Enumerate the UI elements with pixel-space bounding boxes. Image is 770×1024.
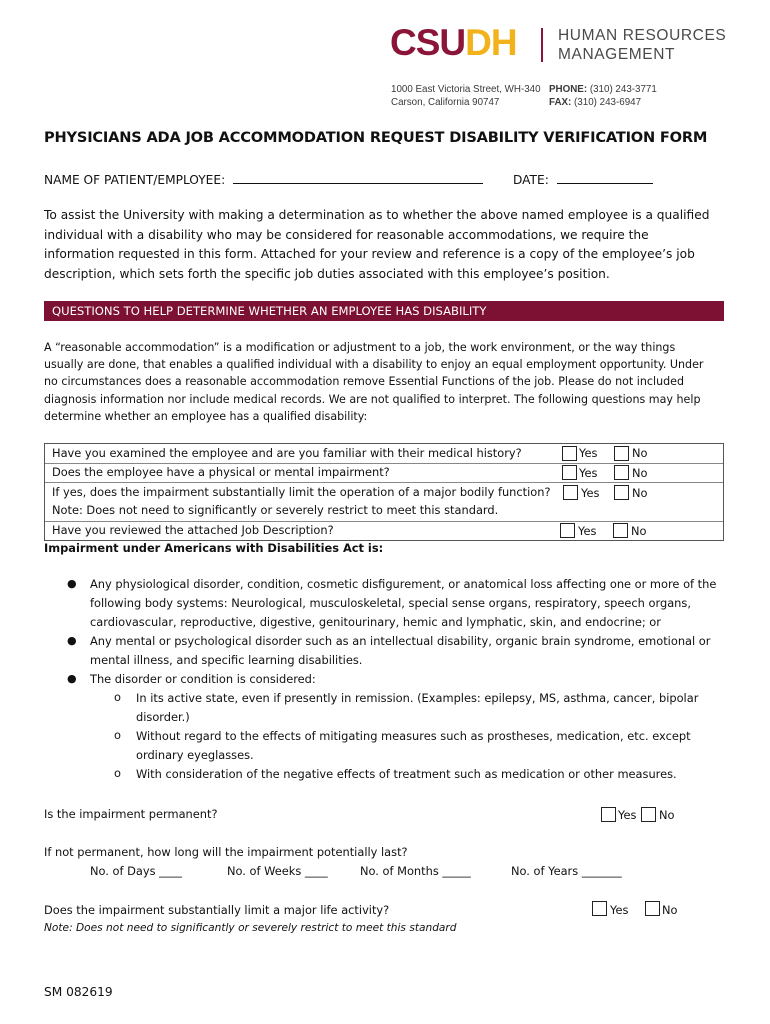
no-label: No [632, 466, 648, 480]
fax-value: (310) 243-6947 [571, 97, 642, 108]
bullet-line: following body systems: Neurological, musculoskeletal, special sense organs, respiratory, speech organs, [90, 596, 691, 610]
logo-text-dh: DH [465, 22, 517, 63]
bullet-line: The disorder or condition is considered: [90, 672, 316, 686]
dept-name-line2: MANAGEMENT [558, 46, 676, 63]
form-title: PHYSICIANS ADA JOB ACCOMMODATION REQUEST DISABILITY VERIFICATION FORM [44, 129, 708, 146]
bullet-line: Any mental or psychological disorder such as an intellectual disability, organic brain syndrome, emotional or [90, 634, 711, 648]
form-code: SM 082619 [44, 985, 113, 999]
ada-heading: Impairment under Americans with Disabilities Act is: [44, 541, 384, 555]
no-label: No [659, 808, 675, 822]
phone-value: (310) 243-3771 [587, 84, 657, 95]
yes-label: Yes [578, 524, 597, 538]
intro-line: information requested in this form. Attached for your review and reference is a copy of the employee’s job [44, 247, 695, 261]
permanent-question: Is the impairment permanent? [44, 807, 218, 821]
intro-line: To assist the University with making a determination as to whether the above named employee is a qualified [44, 208, 710, 222]
no-label: No [632, 486, 648, 500]
date-label: DATE: [513, 173, 549, 187]
logo-text-csu: CSU [390, 22, 466, 63]
bullet-icon: ● [67, 634, 77, 647]
sub-bullet-line: With consideration of the negative effects of treatment such as medication or other measures. [136, 767, 677, 781]
fax-label: FAX: [549, 97, 572, 108]
no-checkbox[interactable] [614, 465, 629, 480]
no-label: No [631, 524, 647, 538]
question-examined: Have you examined the employee and are you familiar with their medical history? [52, 446, 522, 460]
ra-line: diagnosis information nor include medical records. We are not qualified to interpret. The following questions may help [44, 392, 701, 406]
no-checkbox[interactable] [645, 901, 660, 916]
phone-line [549, 83, 657, 96]
name-field[interactable] [233, 170, 483, 184]
bullet-icon: ● [67, 672, 77, 685]
duration-months-field[interactable]: No. of Months _____ [360, 864, 471, 878]
duration-question: If not permanent, how long will the impairment potentially last? [44, 845, 408, 859]
question-note: Note: Does not need to significantly or severely restrict to meet this standard. [52, 503, 499, 517]
question-job-description: Have you reviewed the attached Job Description? [52, 523, 334, 537]
bullet-icon: ● [67, 577, 77, 590]
yes-label: Yes [579, 446, 598, 460]
yes-checkbox[interactable] [562, 446, 577, 461]
yes-checkbox[interactable] [563, 485, 578, 500]
name-label: NAME OF PATIENT/EMPLOYEE: [44, 173, 226, 187]
bullet-line: mental illness, and specific learning disabilities. [90, 653, 363, 667]
ra-line: determine whether an employee has a qualified disability: [44, 409, 368, 423]
date-field[interactable] [557, 170, 653, 184]
sub-bullet-icon: o [114, 690, 121, 704]
no-label: No [632, 446, 648, 460]
fax-line [549, 96, 641, 109]
sub-bullet-line: ordinary eyeglasses. [136, 748, 254, 762]
question-substantial-limit: If yes, does the impairment substantially limit the operation of a major bodily function? [52, 485, 551, 499]
intro-line: description, which sets forth the specific job duties associated with this employee’s position. [44, 266, 610, 281]
yes-label: Yes [581, 486, 600, 500]
yes-label: Yes [610, 903, 629, 917]
question-impairment: Does the employee have a physical or mental impairment? [52, 465, 390, 479]
no-checkbox[interactable] [614, 485, 629, 500]
duration-years-field[interactable]: No. of Years _______ [511, 864, 622, 878]
no-checkbox[interactable] [613, 523, 628, 538]
no-label: No [662, 903, 678, 917]
ra-line: usually are done, that enables a qualified individual with a disability to enjoy an equal employment opportunity. Under [44, 358, 704, 372]
duration-weeks-field[interactable]: No. of Weeks ____ [227, 864, 328, 878]
life-activity-note: Note: Does not need to significantly or severely restrict to meet this standard [44, 922, 457, 934]
section-banner [44, 301, 724, 321]
ra-line: A “reasonable accommodation” is a modification or adjustment to a job, the work environment, or the way things [44, 341, 676, 354]
life-activity-question: Does the impairment substantially limit a major life activity? [44, 903, 390, 917]
bullet-line: Any physiological disorder, condition, cosmetic disfigurement, or anatomical loss affecting one or more of the [90, 577, 717, 591]
csudh-logo [390, 22, 517, 64]
name-row [44, 170, 483, 191]
yes-checkbox[interactable] [592, 901, 607, 916]
sub-bullet-icon: o [114, 766, 121, 780]
sub-bullet-icon: o [114, 728, 121, 742]
phone-label: PHONE: [549, 84, 588, 95]
yes-checkbox[interactable] [601, 807, 616, 822]
logo-divider [541, 28, 543, 62]
no-checkbox[interactable] [614, 446, 629, 461]
duration-days-field[interactable]: No. of Days ____ [90, 864, 182, 878]
sub-bullet-line: Without regard to the effects of mitigating measures such as prostheses, medication, etc. except [136, 729, 691, 743]
address-line1: 1000 East Victoria Street, WH-340 [391, 84, 541, 95]
yes-checkbox[interactable] [560, 523, 575, 538]
bullet-line: cardiovascular, reproductive, digestive, genitourinary, hemic and lymphatic, skin, and endocrine; or [90, 615, 661, 629]
yes-label: Yes [579, 466, 598, 480]
sub-bullet-line: In its active state, even if presently in remission. (Examples: epilepsy, MS, asthma, cancer, bipolar [136, 691, 699, 705]
sub-bullet-line: disorder.) [136, 710, 190, 724]
row-divider [45, 482, 723, 483]
yes-checkbox[interactable] [562, 465, 577, 480]
date-row [513, 170, 653, 191]
address-line2: Carson, California 90747 [391, 97, 500, 108]
ra-line: no circumstances does a reasonable accommodation remove Essential Functions of the job. Please do not included [44, 375, 685, 389]
no-checkbox[interactable] [641, 807, 656, 822]
intro-line: individual with a disability who may be considered for reasonable accommodations, we require the [44, 227, 649, 242]
section-banner-text: QUESTIONS TO HELP DETERMINE WHETHER AN EMPLOYEE HAS DISABILITY [52, 304, 487, 318]
yes-label: Yes [618, 808, 637, 822]
dept-name-line1: HUMAN RESOURCES [558, 27, 727, 44]
